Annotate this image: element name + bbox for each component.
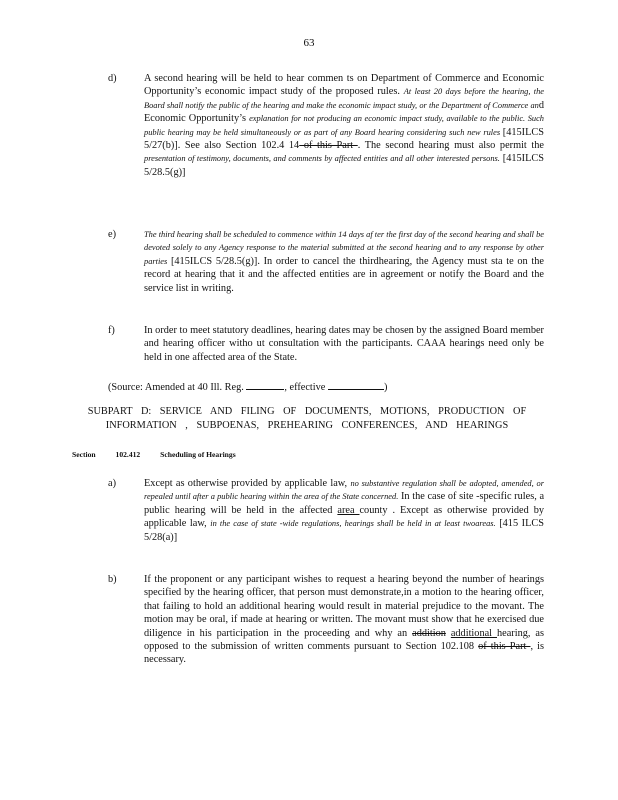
source-suffix: )	[383, 382, 388, 393]
register-blank	[246, 379, 284, 390]
source-middle: , effective	[284, 382, 328, 393]
item-body	[144, 324, 544, 364]
text-run: hearing, as opposed to the submission of written comments pursuant to Section 102.108	[144, 627, 544, 653]
page-number: 63	[303, 37, 315, 49]
item-marker: f)	[108, 325, 115, 336]
source-note	[108, 379, 387, 393]
item-marker: b)	[108, 574, 117, 585]
inserted-text: additional	[450, 627, 497, 639]
text-run: In the case of site -specific rules, a public hearing will be held in the affected	[144, 491, 545, 516]
item-body	[144, 72, 544, 179]
struck-text: of this Part	[478, 641, 531, 653]
text-run: [415ILCS 5/28.5(g)]. In order to cancel the thirdhearing, the Agency must sta te on the record at hearing that it and the affected entities are in agreement or notify the Board and the service list in writing.	[144, 255, 544, 294]
item-marker: d)	[108, 73, 117, 84]
statutory-text: in the case of state -wide regulations, hearings shall be held in at least twoareas.	[210, 519, 496, 529]
statutory-text: explanation for not producing an economic impact study, available to the public. Such public hearing may be held simultaneously or as part of any Board hearing considering such new rules	[144, 114, 544, 137]
text-run: , is necessary.	[144, 641, 544, 666]
section-title: Scheduling of Hearings	[160, 450, 236, 459]
text-run: If the proponent or any participant wishes to request a hearing beyond the number of hearings specified by the hearing officer, that person must demonstrate,in a motion to the hearing officer, that failing to hold an additional hearing would result in material prejudice to the movant. The motion may be oral, if made at hearing or written. The movant must show that he exercised due diligence in his participation in the proceeding and why an	[144, 574, 544, 639]
item-marker: a)	[108, 478, 116, 489]
statutory-text: presentation of testimony, documents, and comments by affected entities and all other interested persons.	[144, 154, 500, 164]
statutory-text: At least 20 days before the hearing, the Board shall notify the public of the hearing and make the economic impact study, or the Department of Commerce an	[144, 87, 545, 110]
item-body	[144, 228, 544, 295]
text-run: In order to meet statutory deadlines, hearing dates may be chosen by the assigned Board member and hearing officer witho ut consultation with the participants. CAAA hearings need only be held in one affected area of the State.	[144, 325, 544, 363]
inserted-text: area	[337, 504, 360, 516]
effective-date-blank	[328, 379, 384, 390]
section-heading	[72, 450, 254, 459]
subpart-heading: SUBPART D: SERVICE AND FILING OF DOCUMENTS, MOTIONS, PRODUCTION OF INFORMATION , SUBPOENAS, PREHEARING CONFERENCES, AND HEARINGS	[87, 406, 527, 431]
statutory-text: no substantive regulation shall be adopted, amended, or repealed until after a public hearing within the area of the State concerned.	[144, 479, 545, 502]
item-body	[144, 477, 544, 544]
text-run: Except as otherwise provided by applicable law,	[144, 478, 351, 489]
item-marker: e)	[108, 229, 116, 240]
text-run: [415ILCS 5/27(b)]. See also Section 102.4 14	[144, 126, 544, 152]
text-run: [415ILCS 5/28.5(g)]	[144, 153, 544, 178]
text-run: d Economic Opportunity’s	[144, 99, 544, 125]
source-prefix: (Source: Amended at 40 Ill. Reg.	[108, 382, 247, 393]
text-run: [415 ILCS 5/28(a)]	[144, 518, 544, 543]
struck-text: of this Part	[299, 140, 358, 152]
text-run: . The second hearing must also permit the	[357, 140, 544, 152]
statutory-text: The third hearing shall be scheduled to commence within 14 days af ter the first day of the second hearing and shall be devoted solely to any Agency response to the material submitted at the second hearing and to any response by other parties	[144, 230, 544, 266]
item-body	[144, 573, 544, 667]
section-label: Section	[72, 450, 96, 459]
text-run: county . Except as otherwise provided by applicable law,	[144, 504, 544, 530]
struck-text: addition	[412, 627, 446, 639]
text-run: A second hearing will be held to hear commen ts on Department of Commerce and Economic Opportunity’s economic impact study of the proposed rules.	[144, 73, 544, 98]
section-number: 102.412	[115, 450, 141, 459]
